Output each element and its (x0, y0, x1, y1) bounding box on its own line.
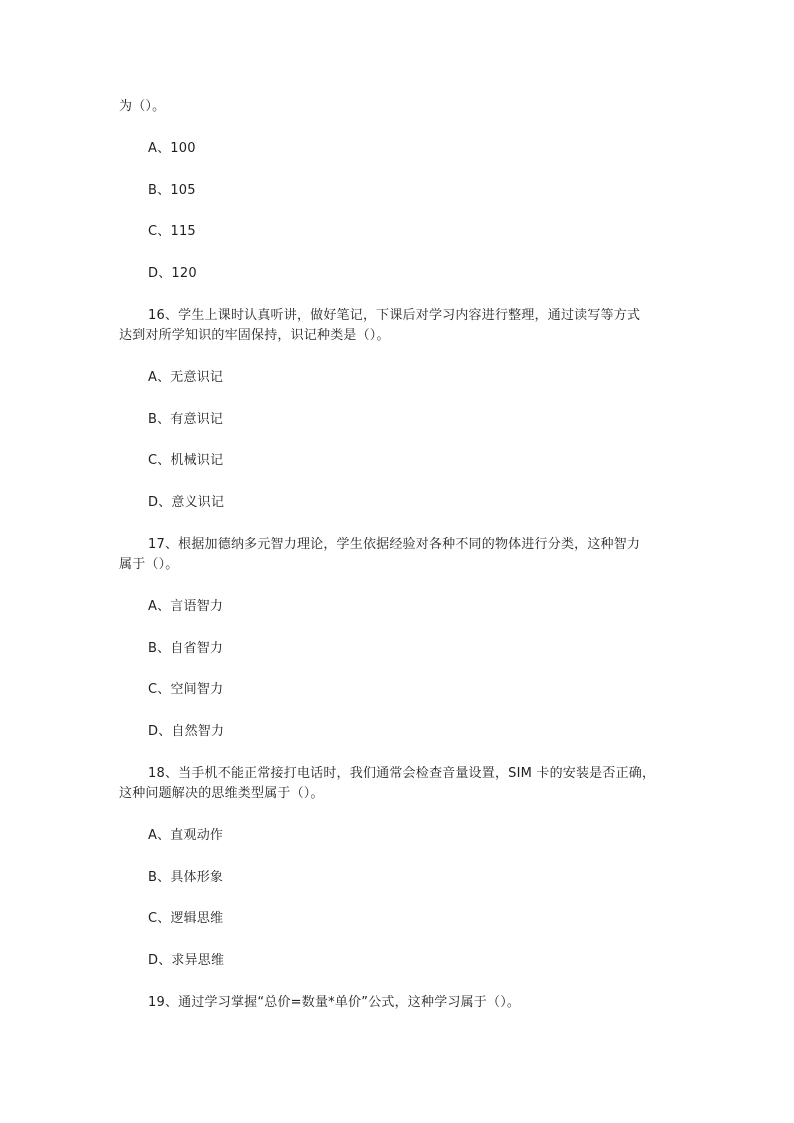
q15-option-b: B、105 (148, 183, 196, 198)
q18-stem-line2: 这种问题解决的思维类型属于（）。 (119, 786, 324, 801)
q16-option-c: C、机械识记 (148, 453, 224, 468)
q15-option-c: C、115 (148, 224, 196, 239)
q15-option-d: D、120 (148, 266, 197, 281)
q16-stem-line1: 16、学生上课时认真听讲，做好笔记，下课后对学习内容进行整理，通过读写等方式 (148, 308, 641, 323)
q17-option-a: A、言语智力 (148, 599, 224, 614)
q17-option-c: C、空间智力 (148, 682, 224, 697)
q16-option-d: D、意义识记 (148, 495, 225, 510)
q16-option-b: B、有意识记 (148, 412, 224, 427)
q19-stem-line1: 19、通过学习掌握“总价=数量*单价”公式，这种学习属于（）。 (148, 995, 521, 1010)
q18-stem-line1: 18、当手机不能正常接打电话时，我们通常会检查音量设置，SIM 卡的安装是否正确， (148, 766, 656, 781)
q18-option-c: C、逻辑思维 (148, 911, 224, 926)
q17-option-b: B、自省智力 (148, 641, 224, 656)
q17-option-d: D、自然智力 (148, 724, 225, 739)
q16-stem-line2: 达到对所学知识的牢固保持，识记种类是（）。 (119, 328, 390, 343)
q15-option-a: A、100 (148, 141, 196, 156)
q17-stem-line1: 17、根据加德纳多元智力理论，学生依据经验对各种不同的物体进行分类，这种智力 (148, 537, 641, 552)
q17-stem-line2: 属于（）。 (119, 557, 179, 572)
q16-option-a: A、无意识记 (148, 370, 224, 385)
q18-option-d: D、求异思维 (148, 953, 225, 968)
q18-option-a: A、直观动作 (148, 828, 224, 843)
question-15-stem-continuation: 为（）。 (119, 99, 166, 114)
q18-option-b: B、具体形象 (148, 870, 224, 885)
